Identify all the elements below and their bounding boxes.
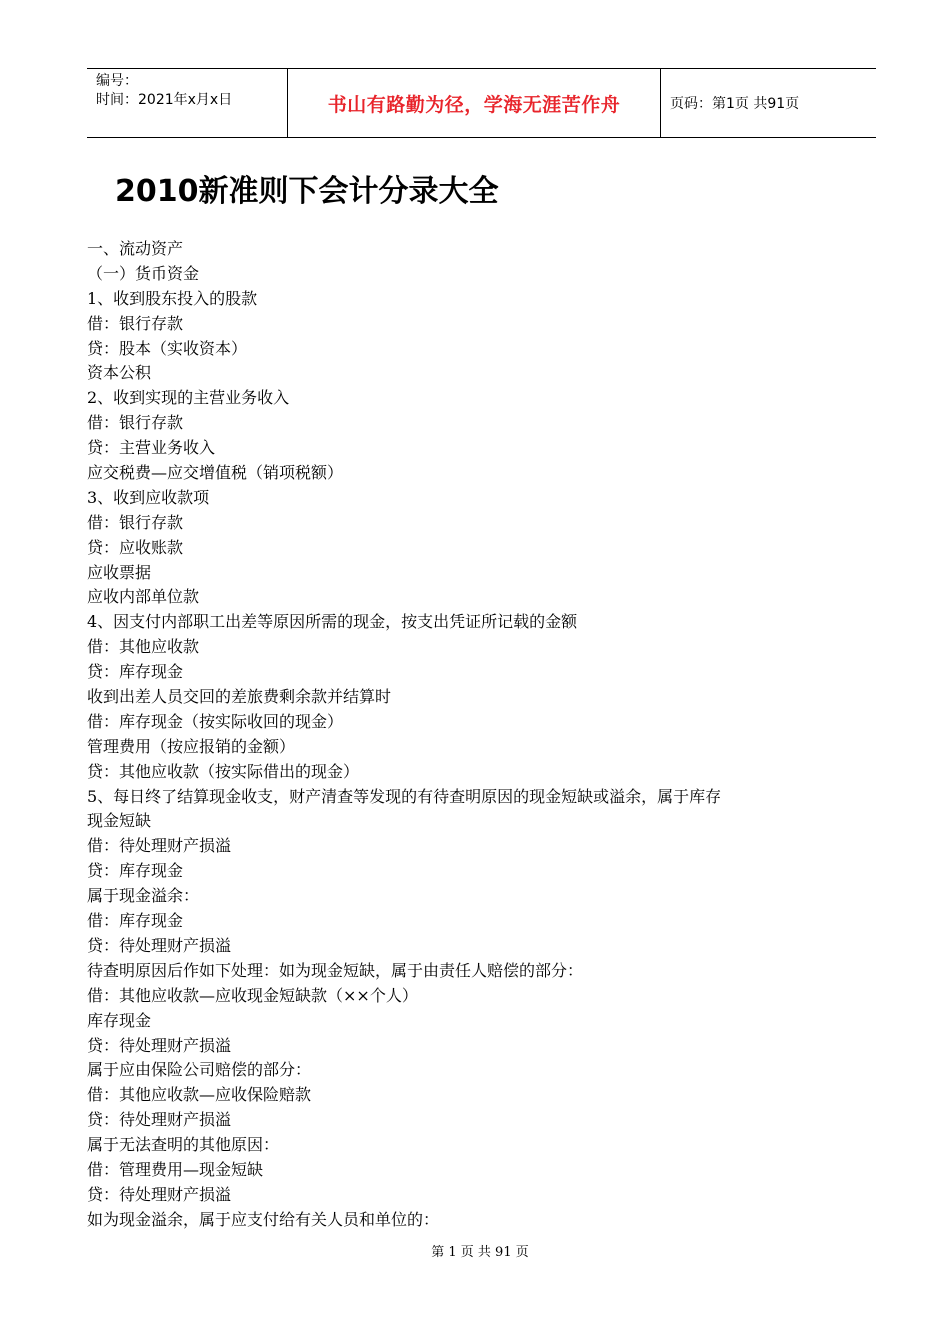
body-line: 2、收到实现的主营业务收入: [87, 388, 290, 408]
body-line: 资本公积: [87, 363, 152, 383]
body-line: 4、因支付内部职工出差等原因所需的现金，按支出凭证所记载的金额: [87, 612, 578, 632]
body-line: 贷：待处理财产损溢: [87, 1184, 232, 1204]
body-line: 3、收到应收款项: [87, 487, 210, 507]
body-line: 贷：待处理财产损溢: [87, 935, 232, 955]
body-line: 借：其他应收款: [87, 637, 200, 657]
body-line: 借：管理费用—现金短缺: [87, 1159, 264, 1179]
body-line: 借：银行存款: [87, 512, 184, 532]
body-line: 管理费用（按应报销的金额）: [87, 736, 296, 756]
body-line: 现金短缺: [87, 811, 152, 831]
body-line: 1、收到股东投入的股款: [87, 288, 258, 308]
document-title: 2010新准则下会计分录大全: [115, 174, 499, 209]
body-line: 借：库存现金: [87, 911, 184, 931]
header-page-label: 页码：第1页 共91页: [670, 96, 800, 112]
body-line: 贷：主营业务收入: [87, 438, 216, 458]
document-time-label: 时间：2021年x月x日: [96, 92, 233, 108]
body-line: 贷：股本（实收资本）: [87, 338, 248, 358]
body-line: 借：银行存款: [87, 313, 184, 333]
body-line: 库存现金: [87, 1010, 152, 1030]
body-line: 贷：其他应收款（按实际借出的现金）: [87, 761, 360, 781]
body-line: 贷：库存现金: [87, 662, 184, 682]
header-motto: 书山有路勤为径，学海无涯苦作舟: [327, 93, 621, 116]
body-line: 应收票据: [87, 562, 152, 582]
body-line: 属于无法查明的其他原因：: [87, 1135, 280, 1155]
body-line: 一、流动资产: [87, 239, 184, 258]
body-line: 贷：应收账款: [87, 537, 184, 557]
header-meta-cell: [87, 69, 288, 137]
document-number-label: 编号：: [96, 73, 138, 89]
body-line: 属于现金溢余：: [87, 886, 200, 906]
body-line: 贷：待处理财产损溢: [87, 1035, 232, 1055]
header-motto-cell: [288, 69, 661, 137]
body-line: 贷：待处理财产损溢: [87, 1110, 232, 1130]
body-line: 应收内部单位款: [87, 587, 200, 607]
header-page-cell: [661, 69, 876, 137]
header-table: [87, 68, 876, 138]
body-line: 待查明原因后作如下处理：如为现金短缺，属于由责任人赔偿的部分：: [87, 960, 584, 980]
body-line: 收到出差人员交回的差旅费剩余款并结算时: [87, 687, 392, 707]
body-line: 借：待处理财产损溢: [87, 836, 232, 856]
document-body: [87, 237, 857, 1233]
page-footer: 第 1 页 共 91 页: [431, 1245, 529, 1260]
body-line: 借：库存现金（按实际收回的现金）: [87, 711, 344, 731]
body-line: 借：银行存款: [87, 413, 184, 433]
body-line: （一）货币资金: [87, 263, 200, 283]
body-line: 5、每日终了结算现金收支，财产清查等发现的有待查明原因的现金短缺或溢余，属于库存: [87, 786, 722, 806]
body-line: 属于应由保险公司赔偿的部分：: [87, 1060, 312, 1080]
body-line: 借：其他应收款—应收保险赔款: [87, 1085, 312, 1105]
body-line: 如为现金溢余，属于应支付给有关人员和单位的：: [87, 1209, 440, 1229]
body-line: 贷：库存现金: [87, 861, 184, 881]
body-line: 借：其他应收款—应收现金短缺款（××个人）: [87, 985, 418, 1005]
body-line: 应交税费—应交增值税（销项税额）: [87, 463, 344, 483]
